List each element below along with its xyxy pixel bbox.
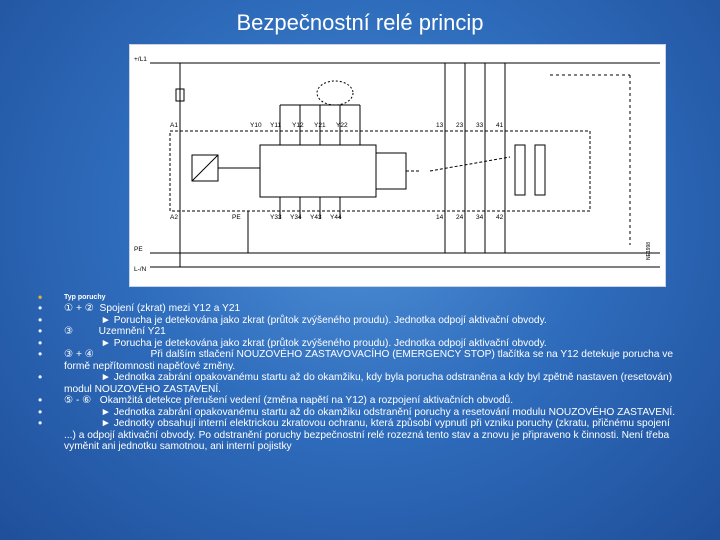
label-a2: A2 xyxy=(170,214,178,221)
list-item: • ► Jednotky obsahují interní elektrickou zkratovou ochranu, která způsobí vypnutí při vzniku poruchy (zkratu, přičnému spojení ...) a odpojí aktivační obvody. Po odstranění poruchy bezpečnostní relé rozezná tento stav a znovu je připraveno k činnosti. Není třeba vyměnit ani jednotku samotnou, ani interní pojistky xyxy=(38,418,678,453)
label-y12: Y12 xyxy=(292,122,304,129)
list-item: • ③ Uzemnění Y21 xyxy=(38,326,678,338)
label-side-code: NE1998 xyxy=(646,241,652,260)
fault-types-list xyxy=(38,292,678,453)
label-14: 14 xyxy=(436,214,444,221)
label-42: 42 xyxy=(496,214,504,221)
label-y34: Y34 xyxy=(290,214,302,221)
list-item: • ③ + ④ Při dalším stlačení NOUZOVÉHO ZASTAVOVACÍHO (EMERGENCY STOP) tlačítka se na Y12 detekuje porucha ve formě nepřítomnosti napěťové změny. xyxy=(38,349,678,372)
label-34: 34 xyxy=(476,214,484,221)
relay-housing xyxy=(170,131,590,211)
label-y10: Y10 xyxy=(250,122,262,129)
list-item: • ► Jednotka zabrání opakovanému startu až do okamžiku odstranění poruchy a resetování modulu NOUZOVÉHO ZASTAVENÍ. xyxy=(38,407,678,419)
slide-title: Bezpečnostní relé princip xyxy=(236,10,484,35)
label-y43: Y43 xyxy=(310,214,322,221)
list-item: • ⑤ - ⑥ Okamžitá detekce přerušení vedení (změna napětí na Y12) a rozpojení aktivačních obvodů. xyxy=(38,395,678,407)
label-y11: Y11 xyxy=(270,122,282,129)
label-y33: Y33 xyxy=(270,214,282,221)
list-item: • ① + ② Spojení (zkrat) mezi Y12 a Y21 xyxy=(38,303,678,315)
label-l1: +/L1 xyxy=(134,56,147,63)
label-33: 33 xyxy=(476,122,484,129)
label-pe-bus: PE xyxy=(134,246,143,253)
label-pe-terminal: PE xyxy=(232,214,241,221)
label-23: 23 xyxy=(456,122,464,129)
label-y21: Y21 xyxy=(314,122,326,129)
label-ln-bus: L-/N xyxy=(134,266,147,273)
load-resistor-1 xyxy=(515,145,525,195)
load-resistor-2 xyxy=(535,145,545,195)
label-a1: A1 xyxy=(170,122,178,129)
label-41: 41 xyxy=(496,122,504,129)
list-item-heading: • Typ poruchy xyxy=(38,292,678,303)
list-item: • ► Porucha je detekována jako zkrat (průtok zvýšeného proudu). Jednotka odpojí aktivační obvody. xyxy=(38,338,678,350)
label-13: 13 xyxy=(436,122,444,129)
label-y22: Y22 xyxy=(336,122,348,129)
logic-block xyxy=(260,145,376,197)
emergency-stop-button xyxy=(317,81,353,105)
list-item: • ► Jednotka zabrání opakovanému startu až do okamžiku, kdy byla porucha odstraněna a kdy byl zpětně nastaven (resetován) modul NOUZOVÉHO ZASTAVENÍ. xyxy=(38,372,678,395)
safety-relay-wiring-diagram xyxy=(129,44,666,287)
wiring-diagram-svg xyxy=(130,45,665,286)
label-y44: Y44 xyxy=(330,214,342,221)
label-24: 24 xyxy=(456,214,464,221)
list-item: • ► Porucha je detekována jako zkrat (průtok zvýšeného proudu). Jednotka odpojí aktivační obvody. xyxy=(38,315,678,327)
